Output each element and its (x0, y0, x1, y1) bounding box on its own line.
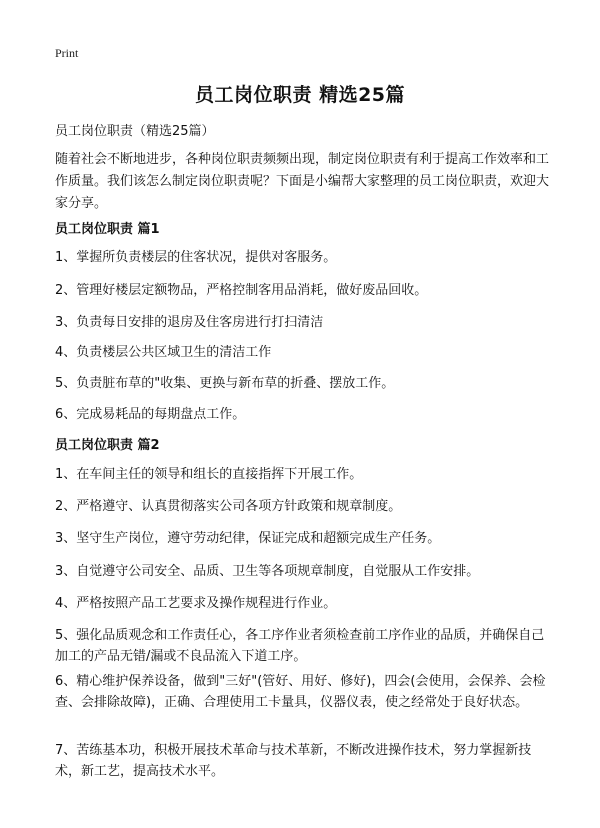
list-item: 2、管理好楼层定额物品，严格控制客用品消耗，做好废品回收。 (55, 283, 428, 298)
section-heading-2: 员工岗位职责 篇2 (55, 438, 160, 453)
list-item: 4、严格按照产品工艺要求及操作规程进行作业。 (55, 596, 337, 611)
list-item: 3、负责每日安排的退房及住客房进行打扫清洁 (55, 315, 324, 330)
list-item: 6、完成易耗品的每期盘点工作。 (55, 407, 246, 422)
page-title: 员工岗位职责 精选25篇 (194, 84, 406, 106)
document-subtitle: 员工岗位职责（精选25篇） (55, 124, 215, 139)
list-item: 2、严格遵守、认真贯彻落实公司各项方针政策和规章制度。 (55, 499, 402, 514)
section-heading-1: 员工岗位职责 篇1 (55, 222, 160, 237)
intro-paragraph: 随着社会不断地进步，各种岗位职责频频出现，制定岗位职责有利于提高工作效率和工作质量。我们该怎么制定岗位职责呢？下面是小编帮大家整理的员工岗位职责，欢迎大家分享。 (55, 152, 550, 211)
print-link[interactable]: Print (55, 46, 79, 60)
list-item: 4、负责楼层公共区域卫生的清洁工作 (55, 345, 272, 360)
list-item: 7、苦练基本功，积极开展技术革命与技术革新，不断改进操作技术，努力掌握新技术，新工艺，提高技术水平。 (55, 743, 532, 779)
list-item: 3、坚守生产岗位，遵守劳动纪律，保证完成和超额完成生产任务。 (55, 531, 441, 546)
list-item: 5、负责脏布草的"收集、更换与新布草的折叠、摆放工作。 (55, 376, 395, 391)
list-item: 6、精心维护保养设备，做到"三好"(管好、用好、修好)，四会(会使用，会保养、会检查、会排除故障)，正确、合理使用工卡量具，仪器仪表，使之经常处于良好状态。 (55, 674, 546, 710)
list-item: 3、自觉遵守公司安全、品质、卫生等各项规章制度，自觉服从工作安排。 (55, 564, 480, 579)
list-item: 5、强化品质观念和工作责任心，各工序作业者须检查前工序作业的品质，并确保自己加工的产品无错/漏或不良品流入下道工序。 (55, 628, 545, 664)
list-item: 1、掌握所负责楼层的住客状况，提供对客服务。 (55, 250, 337, 265)
list-item: 1、在车间主任的领导和组长的直接指挥下开展工作。 (55, 467, 363, 482)
